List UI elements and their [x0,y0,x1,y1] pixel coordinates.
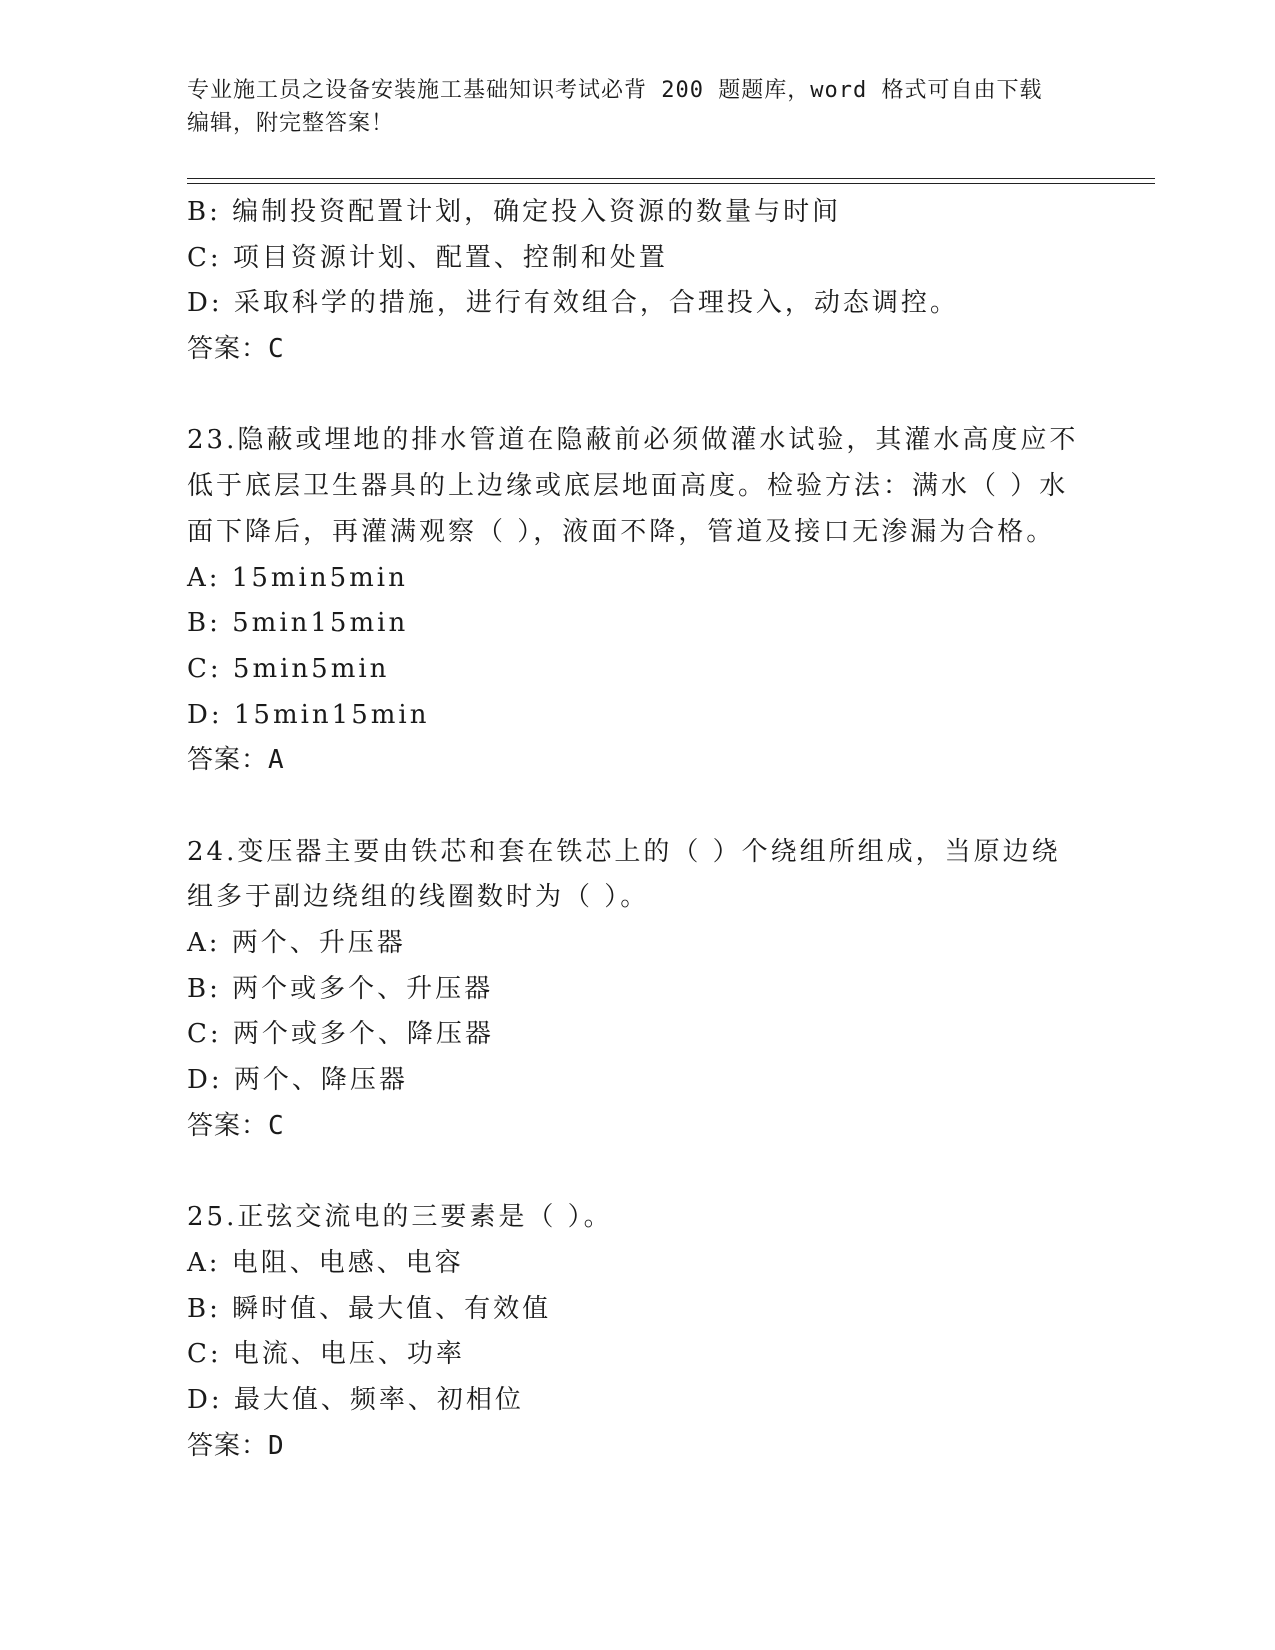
document-header [187,74,1087,140]
question-22-partial [187,190,1087,373]
answer-line: 答案：C [187,334,285,365]
header-line-2: 编辑，附完整答案！ [187,111,395,136]
question-stem-line: 23.隐蔽或埋地的排水管道在隐蔽前必须做灌水试验，其灌水高度应不 [187,425,1079,456]
option-c: C: 5min5min [187,653,390,684]
question-25 [187,1195,1087,1469]
question-24 [187,830,1087,1150]
spacer [187,784,1087,830]
option-c: C: 电流、电压、功率 [187,1339,465,1370]
option-b: B: 瞬时值、最大值、有效值 [187,1293,552,1324]
spacer [187,1149,1087,1195]
question-stem-line: 低于底层卫生器具的上边缘或底层地面高度。检验方法：满水（ ）水 [187,471,1069,502]
question-stem-line: 组多于副边绕组的线圈数时为（ ）。 [187,882,650,913]
option-d: D: 15min15min [187,699,430,730]
option-b: B: 两个或多个、升压器 [187,973,494,1004]
answer-line: 答案：A [187,745,285,776]
question-stem-line: 24.变压器主要由铁芯和套在铁芯上的（ ）个绕组所组成，当原边绕 [187,836,1061,867]
option-c: C: 项目资源计划、配置、控制和处置 [187,242,668,273]
option-b: B: 编制投资配置计划，确定投入资源的数量与时间 [187,197,842,227]
spacer [187,373,1087,419]
option-d: D: 采取科学的措施，进行有效组合，合理投入，动态调控。 [187,288,959,319]
header-line-1: 专业施工员之设备安装施工基础知识考试必背 200 题题库，word 格式可自由下载 [187,78,1043,103]
question-23 [187,418,1087,784]
option-b: B: 5min15min [187,608,409,639]
option-d: D: 两个、降压器 [187,1065,408,1096]
option-d: D: 最大值、频率、初相位 [187,1384,524,1415]
option-a: A: 电阻、电感、电容 [187,1247,464,1278]
option-a: A: 两个、升压器 [187,928,406,958]
question-list [187,190,1087,1469]
answer-line: 答案：D [187,1430,285,1461]
option-a: A: 15min5min [187,562,408,593]
answer-line: 答案：C [187,1110,285,1141]
header-divider-top [187,178,1155,179]
header-divider-bottom [187,183,1155,184]
option-c: C: 两个或多个、降压器 [187,1019,494,1050]
question-stem-line: 25.正弦交流电的三要素是（ ）。 [187,1202,613,1233]
question-stem-line: 面下降后，再灌满观察（ ），液面不降，管道及接口无渗漏为合格。 [187,516,1056,547]
